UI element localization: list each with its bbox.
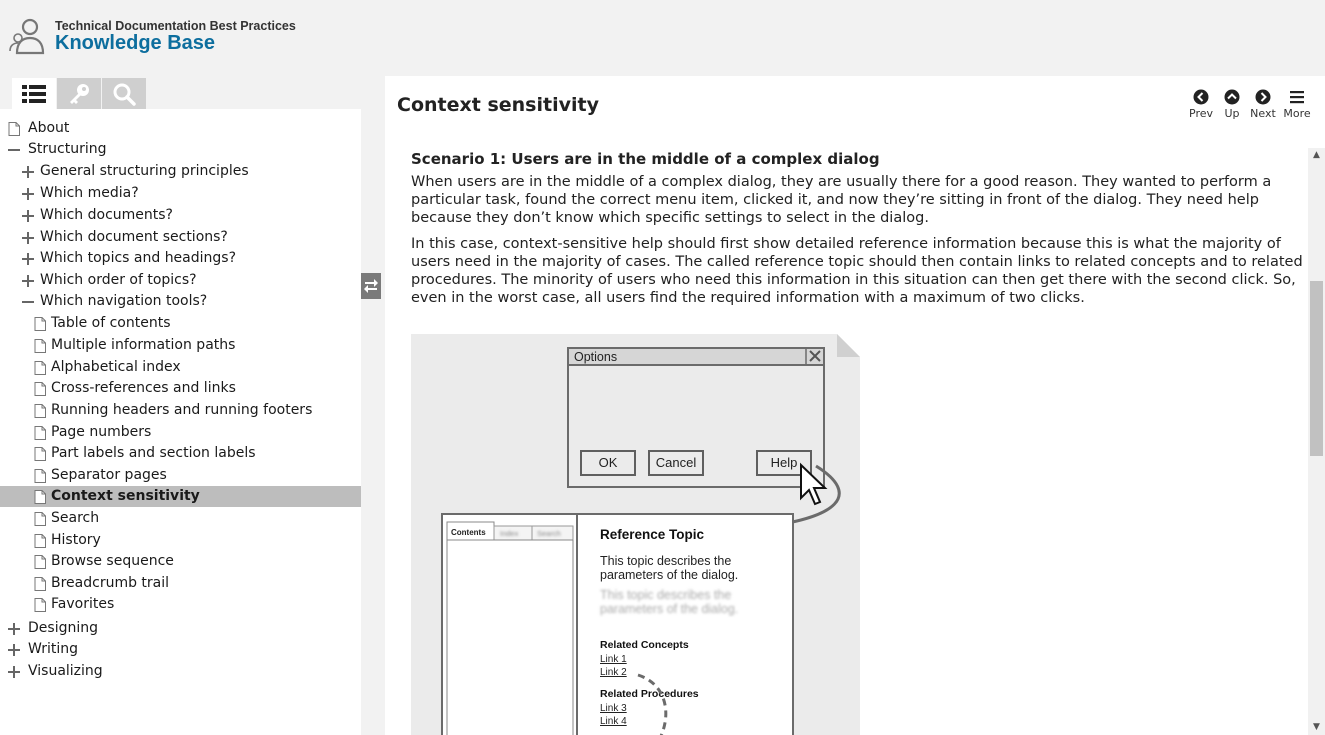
plus-icon[interactable] xyxy=(22,252,34,266)
chevron-right-icon xyxy=(1255,89,1271,105)
tab-search[interactable] xyxy=(102,78,146,110)
topic-text-line2-blurred: parameters of the dialog. xyxy=(600,602,739,616)
toc-item[interactable] xyxy=(0,486,361,507)
toc-item-label: Breadcrumb trail xyxy=(51,575,170,591)
page-title: Context sensitivity xyxy=(397,94,599,116)
content-panel xyxy=(385,76,1325,735)
toc-item[interactable] xyxy=(0,530,361,551)
dialog-help-label: Help xyxy=(770,455,798,470)
page-icon xyxy=(34,555,46,569)
page-icon xyxy=(34,361,46,375)
help-tab-index: Index xyxy=(500,529,519,538)
toc-item[interactable] xyxy=(0,639,361,660)
up-button[interactable] xyxy=(1215,89,1249,123)
help-tab-search: Search xyxy=(537,529,561,538)
toc-item[interactable] xyxy=(0,551,361,572)
topic-text-line2: parameters of the dialog. xyxy=(600,568,739,582)
toc-item-label: Running headers and running footers xyxy=(51,402,313,418)
page-icon xyxy=(34,339,46,353)
toc-item-label: Writing xyxy=(28,641,78,657)
app-title: Knowledge Base xyxy=(55,32,216,54)
toc-item-label: Separator pages xyxy=(51,467,167,483)
plus-icon[interactable] xyxy=(8,643,20,657)
link-2: Link 2 xyxy=(600,667,627,678)
page-icon xyxy=(34,404,46,418)
toc-item-label: Structuring xyxy=(28,141,107,157)
page-icon xyxy=(34,317,46,331)
toc-item[interactable] xyxy=(0,291,361,312)
link-4: Link 4 xyxy=(600,716,627,727)
toc-item[interactable] xyxy=(0,378,361,399)
prev-button[interactable] xyxy=(1184,89,1218,123)
toc-item[interactable] xyxy=(0,357,361,378)
toc-item[interactable] xyxy=(0,335,361,356)
toc-item[interactable] xyxy=(0,508,361,529)
toc-item-label: Browse sequence xyxy=(51,553,174,569)
page-icon xyxy=(34,577,46,591)
topic-title: Reference Topic xyxy=(600,527,705,542)
plus-icon[interactable] xyxy=(22,187,34,201)
related-concepts-heading: Related Concepts xyxy=(600,639,689,651)
help-tab-contents: Contents xyxy=(451,528,486,537)
more-label: More xyxy=(1283,107,1311,120)
context-help-illustration xyxy=(411,334,860,735)
topic-body xyxy=(411,148,1306,735)
paragraph: In this case, context-sensitive help should first show detailed reference information because this is what the majority of users need in the majority of cases. The called reference topic should then contain links to related concepts and to related procedures. The minority of users who need this information in this situation can then get there with the second click. So, even in the worst case, all users find the required information with a maximum of two clicks. xyxy=(411,236,1303,306)
page-icon xyxy=(34,598,46,612)
toc-item[interactable] xyxy=(0,270,361,291)
search-icon xyxy=(112,82,136,106)
scroll-up-icon[interactable]: ▲ xyxy=(1313,150,1320,160)
toc-item[interactable] xyxy=(0,248,361,269)
topic-text-line1: This topic describes the xyxy=(600,554,732,568)
toc-item[interactable] xyxy=(0,227,361,248)
toc-item-label: Favorites xyxy=(51,596,115,612)
app-subtitle: Technical Documentation Best Practices xyxy=(55,19,296,33)
page-icon xyxy=(34,534,46,548)
toc-item-label: Alphabetical index xyxy=(51,359,181,375)
toc-item-label: Which documents? xyxy=(40,207,173,223)
toc-item[interactable] xyxy=(0,618,361,639)
tab-index[interactable] xyxy=(57,78,101,110)
plus-icon[interactable] xyxy=(22,231,34,245)
minus-icon[interactable] xyxy=(22,295,34,309)
scroll-thumb[interactable] xyxy=(1310,281,1323,456)
toc-item-label: Page numbers xyxy=(51,424,152,440)
tab-contents[interactable] xyxy=(12,78,56,110)
page-icon xyxy=(34,512,46,526)
scroll-down-icon[interactable]: ▼ xyxy=(1313,722,1320,732)
toc-panel xyxy=(0,109,361,735)
topic-text-line1-blurred: This topic describes the xyxy=(600,588,732,602)
toc-item-label: Search xyxy=(51,510,100,526)
page-icon xyxy=(34,426,46,440)
page-icon xyxy=(34,469,46,483)
toc-item[interactable] xyxy=(0,313,361,334)
page-icon xyxy=(34,447,46,461)
toc-item-label: Cross-references and links xyxy=(51,380,236,396)
page-icon xyxy=(34,382,46,396)
toc-item[interactable] xyxy=(0,422,361,443)
list-icon xyxy=(22,84,46,104)
chevron-up-icon xyxy=(1224,89,1240,105)
plus-icon[interactable] xyxy=(8,665,20,679)
dialog-ok-label: OK xyxy=(598,455,618,470)
up-label: Up xyxy=(1224,107,1240,120)
toc-item[interactable] xyxy=(0,465,361,486)
toc-item-label: Visualizing xyxy=(28,663,103,679)
link-1: Link 1 xyxy=(600,654,627,665)
toc-item[interactable] xyxy=(0,205,361,226)
hamburger-menu-icon xyxy=(1289,89,1305,105)
toc-item-label: General structuring principles xyxy=(40,163,249,179)
plus-icon[interactable] xyxy=(8,622,20,636)
toc-item-label: Which topics and headings? xyxy=(40,250,237,266)
plus-icon[interactable] xyxy=(22,165,34,179)
toggle-sidebar-button[interactable] xyxy=(361,273,381,299)
dialog-title: Options xyxy=(574,350,618,364)
toc-item[interactable] xyxy=(0,161,361,182)
toc-item-label: History xyxy=(51,532,101,548)
app-header xyxy=(0,0,1325,76)
toc-item-label: Part labels and section labels xyxy=(51,445,256,461)
user-logo-icon xyxy=(8,16,48,56)
paragraph: When users are in the middle of a complex dialog, they are usually there for a good reason. They wanted to perform a particular task, found the correct menu item, clicked it, and now they’re sitting in front of the dialog. They need help because they don’t know which specific settings to select in the dialog. xyxy=(411,174,1272,226)
toc-item-label: Designing xyxy=(28,620,98,636)
toc-item[interactable] xyxy=(0,118,361,139)
toc-item[interactable] xyxy=(0,594,361,615)
next-button[interactable] xyxy=(1246,89,1280,123)
toc-item-label: Multiple information paths xyxy=(51,337,236,353)
toc-item-label: Which navigation tools? xyxy=(40,293,208,309)
minus-icon[interactable] xyxy=(8,143,20,157)
toc-item[interactable] xyxy=(0,183,361,204)
section-heading: Scenario 1: Users are in the middle of a complex dialog xyxy=(411,150,880,168)
chevron-left-icon xyxy=(1193,89,1209,105)
toc-item-label: Context sensitivity xyxy=(51,488,200,504)
more-button[interactable] xyxy=(1280,89,1314,123)
plus-icon[interactable] xyxy=(22,274,34,288)
swap-arrows-icon xyxy=(363,277,379,295)
next-label: Next xyxy=(1250,107,1276,120)
toc-item-label: About xyxy=(28,120,70,136)
toc-item-label: Table of contents xyxy=(51,315,171,331)
toc-item[interactable] xyxy=(0,139,361,160)
prev-label: Prev xyxy=(1189,107,1213,120)
plus-icon[interactable] xyxy=(22,209,34,223)
toc-item-label: Which media? xyxy=(40,185,139,201)
toc-item-label: Which document sections? xyxy=(40,229,228,245)
page-icon xyxy=(8,122,20,136)
toc-item-label: Which order of topics? xyxy=(40,272,197,288)
toc-item[interactable] xyxy=(0,573,361,594)
content-scrollbar[interactable] xyxy=(1308,148,1325,735)
key-icon xyxy=(67,82,91,106)
toc-item[interactable] xyxy=(0,400,361,421)
link-3: Link 3 xyxy=(600,703,627,714)
dialog-cancel-label: Cancel xyxy=(655,455,697,470)
page-icon xyxy=(34,490,46,504)
toc-item[interactable] xyxy=(0,443,361,464)
related-procedures-heading: Related Procedures xyxy=(600,688,699,700)
toc-item[interactable] xyxy=(0,661,361,682)
